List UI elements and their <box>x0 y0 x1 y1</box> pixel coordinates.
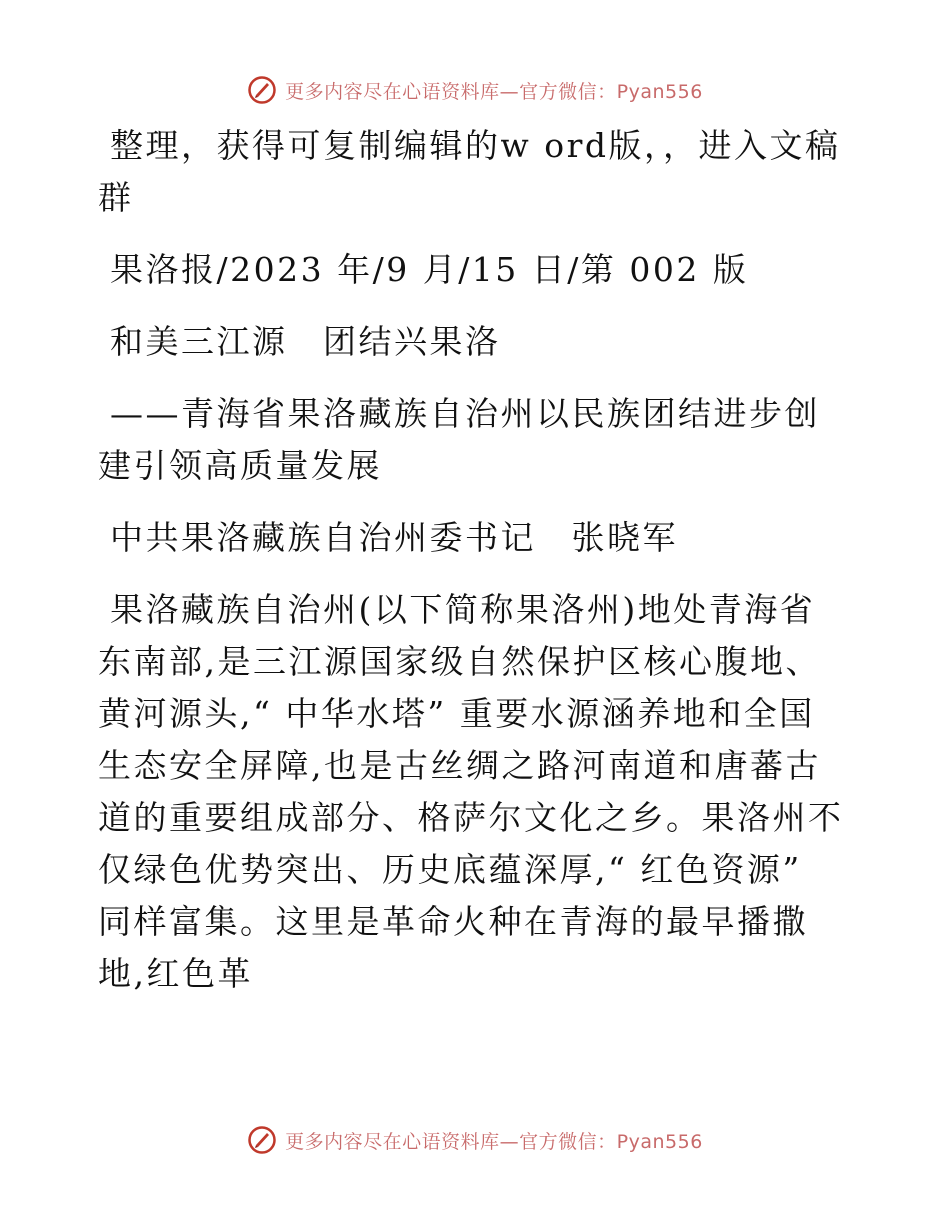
source-line: 果洛报/2023 年/9 月/15 日/第 002 版 <box>110 250 749 289</box>
intro-paragraph: 整理，获得可复制编辑的w ord版，，进入文稿群 <box>98 126 841 217</box>
body-paragraph: 果洛藏族自治州(以下简称果洛州)地处青海省东南部,是三江源国家级自然保护区核心腹地、黄河源头,“ 中华水塔” 重要水源涵养地和全国生态安全屏障,也是古丝绸之路河南道和唐蕃古道的重要组成部分、格萨尔文化之乡。果洛州不仅绿色优势突出、历史底蕴深厚,“ 红色资源” 同样富集。这里是革命火种在青海的最早播撒地,红色革 <box>98 590 844 993</box>
footer-banner[interactable] <box>0 1120 950 1160</box>
header-banner[interactable] <box>0 70 950 110</box>
article-title: 和美三江源 团结兴果洛 <box>110 322 501 361</box>
article-subtitle: ——青海省果洛藏族自治州以民族团结进步创建引领高质量发展 <box>98 394 820 485</box>
banner-text: 更多内容尽在心语资料库—官方微信：Pyan556 <box>285 80 703 103</box>
logo-icon <box>247 1125 277 1155</box>
author-line: 中共果洛藏族自治州委书记 张晓军 <box>110 518 678 557</box>
banner-text: 更多内容尽在心语资料库—官方微信：Pyan556 <box>285 1130 703 1153</box>
logo-icon <box>247 75 277 105</box>
document-body <box>98 120 850 1000</box>
